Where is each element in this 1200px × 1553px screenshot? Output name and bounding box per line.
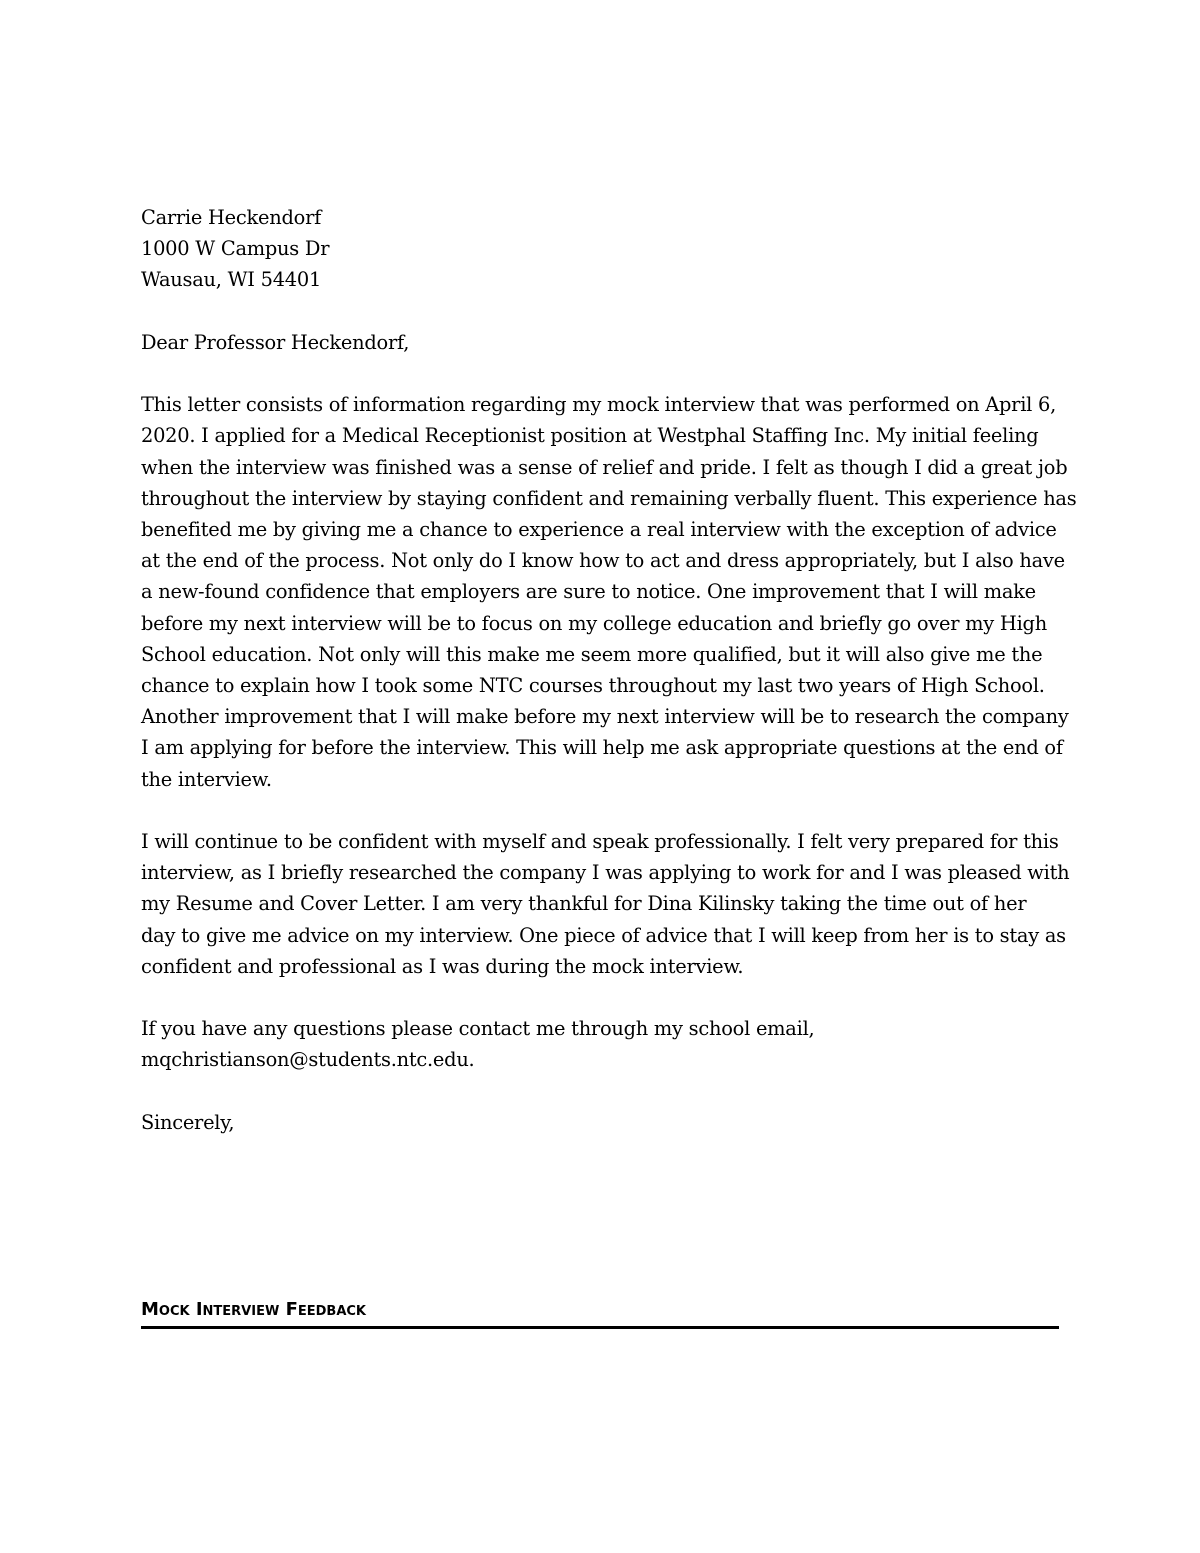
paragraph-line: I will continue to be confident with myself and speak professionally. I felt very prepared for this	[141, 830, 1059, 854]
letter-body	[141, 202, 1077, 1138]
paragraph-line: This letter consists of information regarding my mock interview that was performed on April 6,	[141, 393, 1057, 417]
paragraph-line: a new-found confidence that employers are sure to notice. One improvement that I will make	[141, 580, 1036, 604]
paragraph-line: If you have any questions please contact me through my school email,	[141, 1017, 815, 1041]
paragraph-line: my Resume and Cover Letter. I am very thankful for Dina Kilinsky taking the time out of her	[141, 892, 1027, 916]
paragraph-line: before my next interview will be to focus on my college education and briefly go over my High	[141, 611, 1047, 635]
paragraph-1	[141, 389, 1077, 795]
paragraph-2	[141, 826, 1070, 982]
paragraph-line: confident and professional as I was during the mock interview.	[141, 954, 744, 978]
paragraph-line: chance to explain how I took some NTC courses throughout my last two years of High School.	[141, 674, 1045, 698]
email-address: mqchristianson@students.ntc.edu.	[141, 1048, 475, 1072]
paragraph-3	[141, 1013, 1063, 1075]
address-city: Wausau, WI 54401	[141, 268, 322, 292]
address-street: 1000 W Campus Dr	[141, 237, 330, 261]
paragraph-line: School education. Not only will this make me seem more qualified, but it will also give me the	[141, 642, 1043, 666]
paragraph-line: at the end of the process. Not only do I know how to act and dress appropriately, but I also have	[141, 549, 1065, 573]
sender-address	[141, 202, 1063, 296]
paragraph-line: when the interview was finished was a sense of relief and pride. I felt as though I did a great job	[141, 455, 1068, 479]
salutation: Dear Professor Heckendorf,	[141, 330, 410, 354]
paragraph-line: day to give me advice on my interview. One piece of advice that I will keep from her is to stay as	[141, 923, 1066, 947]
address-name: Carrie Heckendorf	[141, 206, 322, 229]
footer-heading: Mock Interview Feedback	[141, 1297, 1059, 1329]
paragraph-line: I am applying for before the interview. This will help me ask appropriate questions at the end of	[141, 736, 1063, 760]
paragraph-line: the interview.	[141, 767, 272, 791]
paragraph-line: Another improvement that I will make before my next interview will be to research the company	[141, 705, 1069, 729]
closing: Sincerely,	[141, 1110, 235, 1134]
paragraph-line: interview, as I briefly researched the company I was applying to work for and I was pleased with	[141, 861, 1070, 885]
paragraph-line: 2020. I applied for a Medical Receptionist position at Westphal Staffing Inc. My initial feeling	[141, 424, 1039, 448]
paragraph-line: benefited me by giving me a chance to experience a real interview with the exception of advice	[141, 518, 1057, 541]
paragraph-line: throughout the interview by staying confident and remaining verbally fluent. This experience has	[141, 486, 1077, 510]
